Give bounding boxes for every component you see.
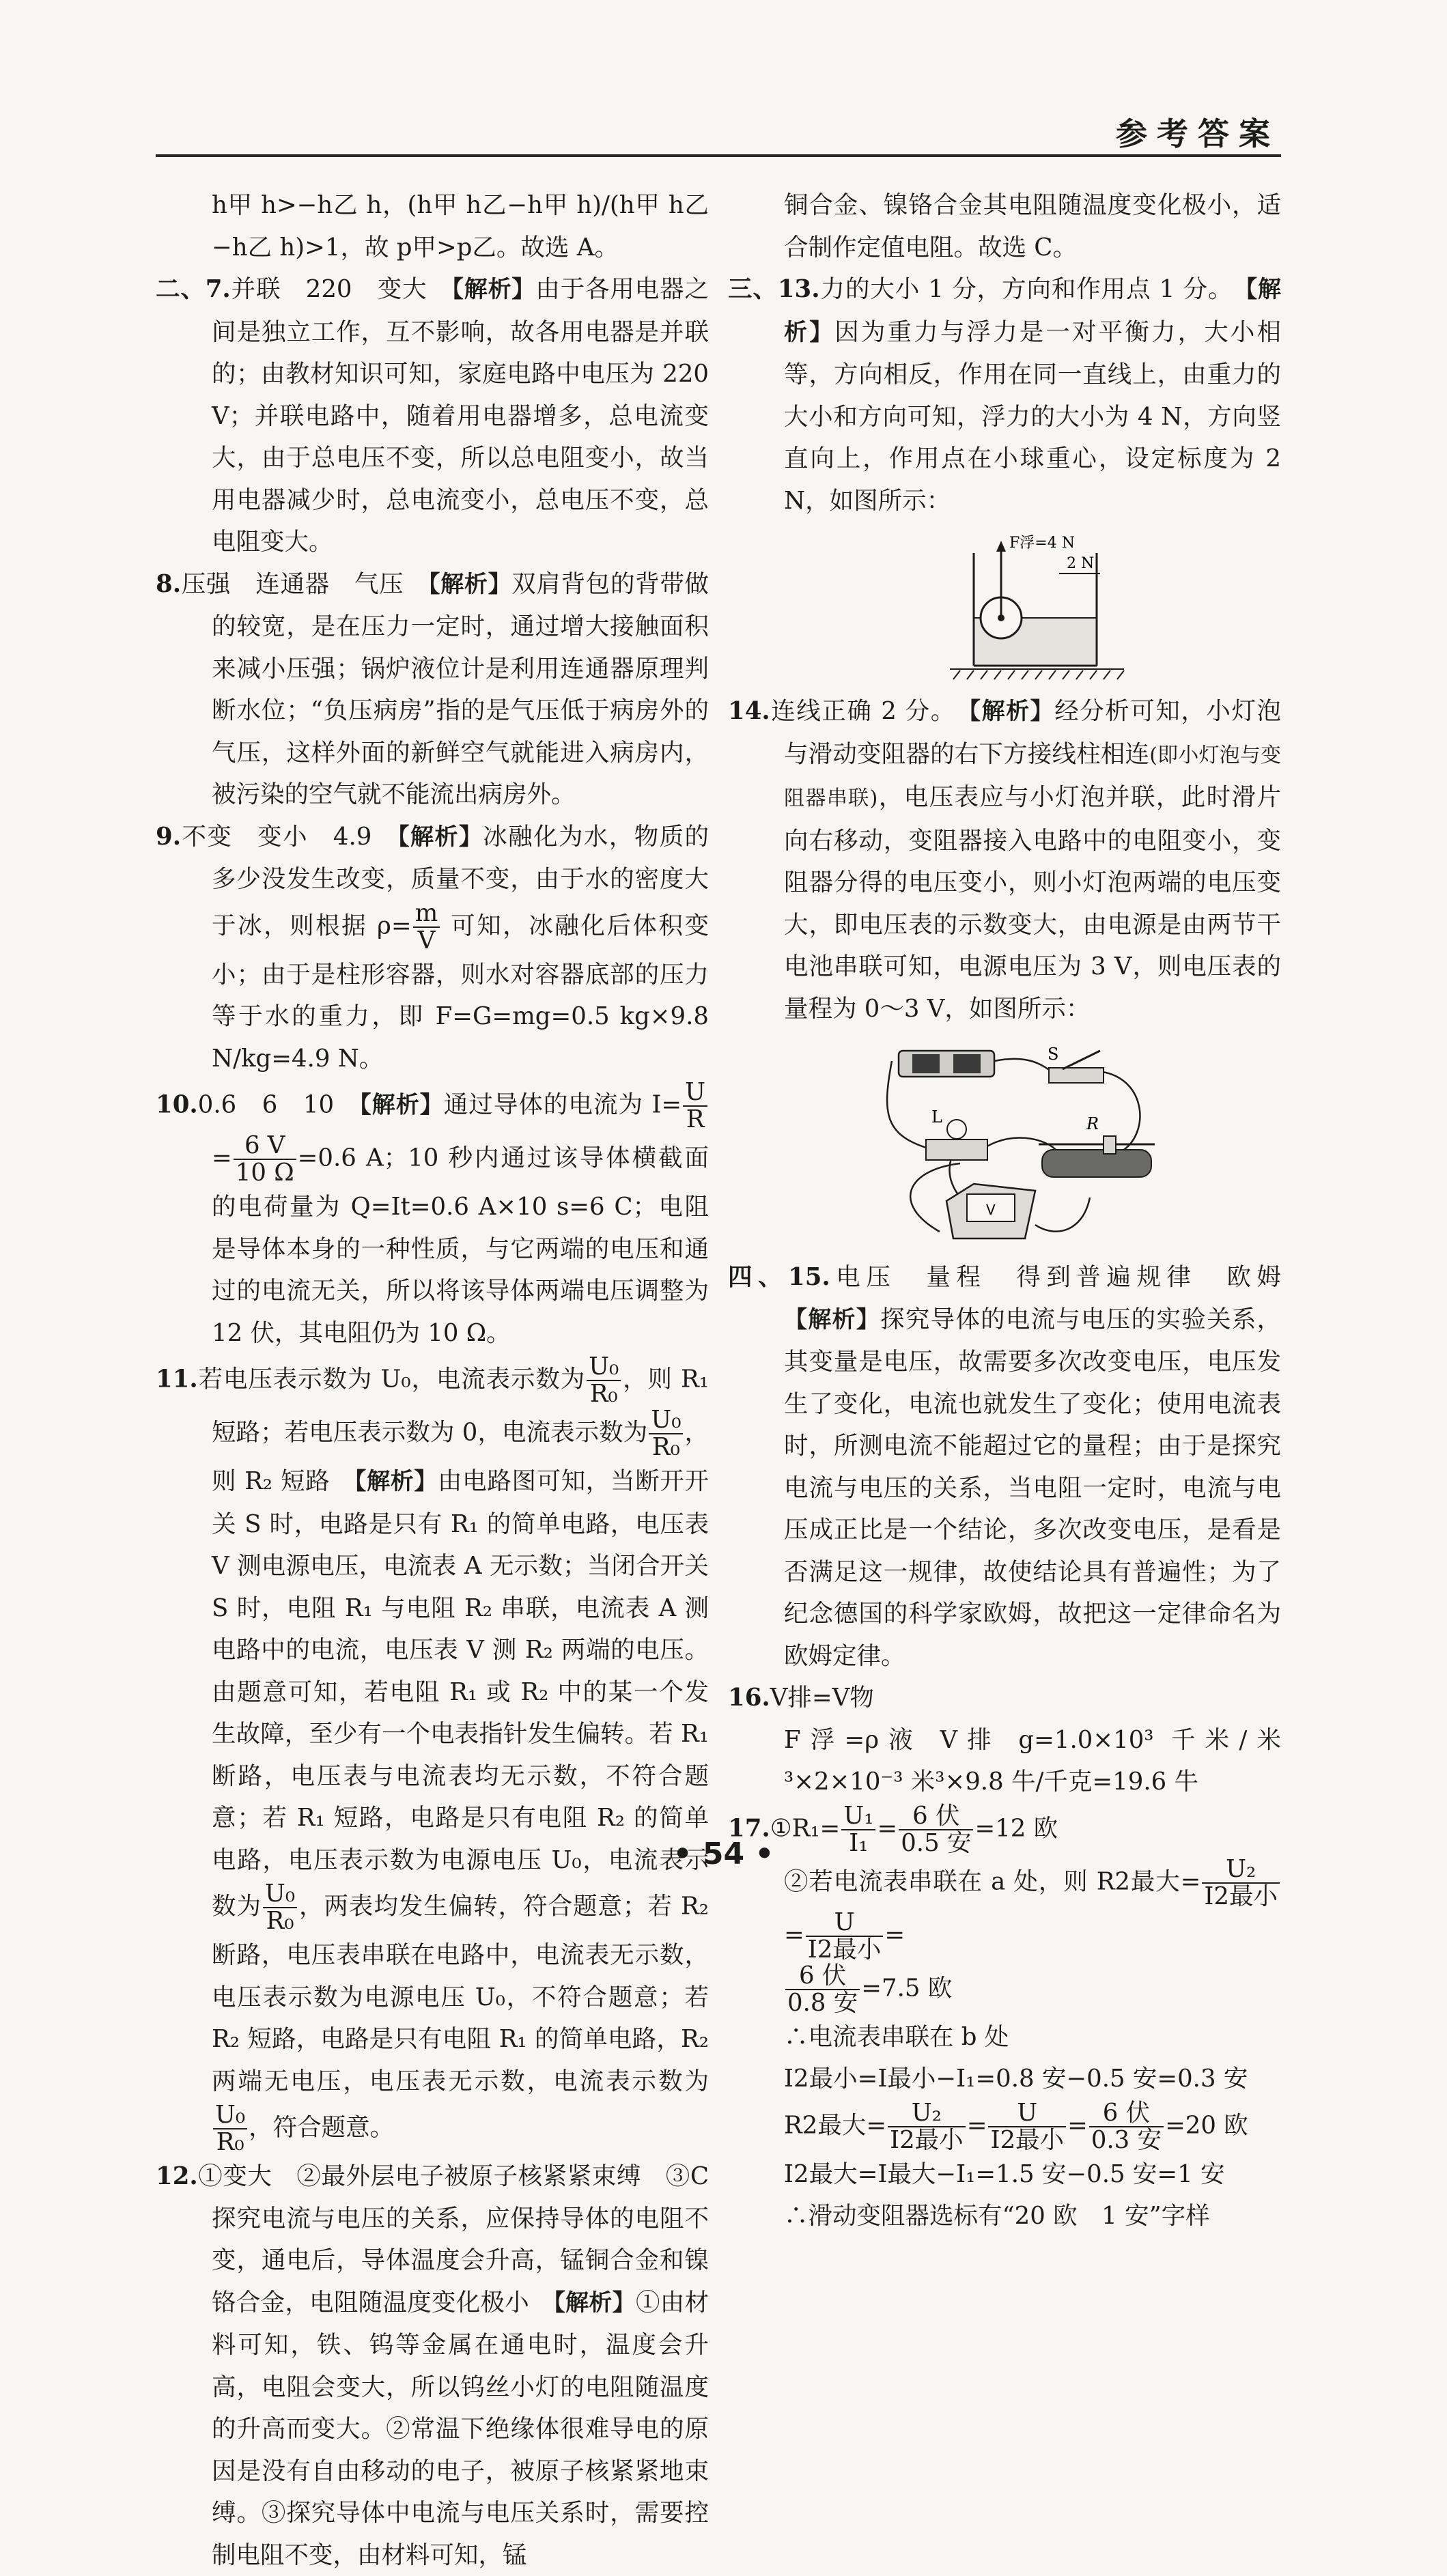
answer-q15 — [728, 1256, 1306, 1677]
q16-number: 16. — [728, 1684, 770, 1712]
q12-analysis: ①由材料可知，铁、钨等金属在通电时，温度会升高，电阻会变大，所以钨丝小灯的电阻随温度的升高而变大。②常温下绝缘体很难导电的原因是没有自由移动的电子，被原子核紧紧地束缚。③探究导体中电流与电压关系时，需要控制电阻不变，由材料可知，锰 — [212, 2288, 709, 2569]
right-column — [728, 184, 1306, 2237]
q10-analysis-a: 通过导体的电流为 I= — [443, 1090, 682, 1119]
voltmeter-label: V — [986, 1202, 996, 1218]
q8-number: 8. — [156, 569, 182, 598]
q7-analysis: 由于各用电器之间是独立工作，互不影响，故各用电器是并联的；由教材知识可知，家庭电路中电压为 220 V；并联电路中，随着用电器增多，总电流变大，由于总电压不变，所以总电阻变小，故当用电器减少时，总电流变小，总电压不变，总电阻变大。 — [212, 275, 710, 556]
ground-hatch — [950, 669, 1124, 679]
q14-analysis-tag: 【解析】 — [969, 698, 1055, 725]
q14-note: (即小灯泡与变阻器串联) — [784, 743, 1281, 810]
q12-answer: ①变大 ②最外层电子被原子核紧紧束缚 ③C 探究电流与电压的关系，应保持导体的电阻不变，通电后，导体温度会升高，锰铜合金和镍铬合金，电阻随温度变化极小 — [197, 2162, 733, 2317]
q11-fraction-3: $\frac{\text{U₀}}{\text{R₀}}$ — [263, 1881, 297, 1934]
q11-fraction-2: $\frac{\text{U₀}}{\text{R₀}}$ — [649, 1407, 683, 1460]
q11-fraction-1: $\frac{\text{U₀}}{\text{R₀}}$ — [587, 1354, 621, 1407]
arrow-head — [996, 541, 1006, 552]
q9-analysis-a: 冰融化为水，物质的多少没发生改变，质量不变，由于水的密度大于冰，则根据 ρ= — [212, 822, 710, 939]
q12-number: 12. — [156, 2162, 198, 2190]
q8-analysis: 双肩背包的背带做的较宽，是在压力一定时，通过增大接触面积来减小压强；锅炉液位计是利用连通器原理判断水位；“负压病房”指的是气压低于病房外的气压，这样外面的新鲜空气就能进入病房内，被污染的空气就不能流出病房外。 — [212, 569, 709, 808]
buoyancy-diagram — [946, 526, 1138, 686]
q13-analysis-tag: 【解析】 — [784, 276, 1282, 346]
answer-q16: 16.V排=V物 F浮=ρ液 V排 g=1.0×10³ 千米/米³×2×10⁻³ 米³×9.8 牛/千克=19.6 牛 — [728, 1684, 1281, 1796]
rheostat-label: R — [1086, 1114, 1099, 1133]
lamp-label: L — [931, 1107, 942, 1127]
answer-q12 — [156, 2155, 733, 2576]
q15-number: 四、15. — [728, 1263, 830, 1291]
answer-q8 — [156, 563, 709, 816]
q8-analysis-tag: 【解析】 — [428, 570, 512, 598]
rheostat[interactable] — [1039, 1136, 1155, 1177]
force-label: F浮=4 N — [1009, 535, 1075, 552]
q9-density-fraction: $\frac{m}{V}$ — [413, 901, 440, 954]
q12-analysis-tag: 【解析】 — [553, 2289, 636, 2317]
answer-q14: 14.连线正确 2 分。 【解析】经分析可知，小灯泡与滑动变阻器的右下方接线柱相连(即小灯泡与变阻器串联)，电压表应与小灯泡并联，此时滑片向右移动，变阻器接入电路中的电阻变小，变阻器分得的电压变小，则小灯泡两端的电压变大，即电压表的示数变大，由电源是由两节干电池串联可知，电源电压为 3 V，则电压表的量程为 0～3 V，如图所示： — [728, 697, 1281, 1023]
q7-number: 二、7. — [156, 275, 231, 303]
q13-number: 三、13. — [728, 275, 820, 303]
q10-value-fraction: $\frac{6 V}{10 \Omega}$ — [234, 1133, 296, 1186]
page-header-title: 参考答案 — [1116, 115, 1280, 152]
battery-pack — [899, 1051, 994, 1077]
q10-analysis-b: =0.6 A；10 秒内通过该导体横截面的电荷量为 Q=It=0.6 A×10 s=6 C；电阻是导体本身的一种性质，与它两端的电压和通过的电流无关，所以将该导体两端电压调整为 12 伏，其电阻仍为 10 Ω。 — [212, 1144, 709, 1347]
q12-continuation: 铜合金、镍铬合金其电阻随温度变化极小，适合制作定值电阻。故选 C。 — [784, 191, 1281, 261]
answer-q11: 11.若电压表示数为 U₀，电流表示数为 $\frac{\text{U₀}}{\text{R₀}}$ ，则 R₁ 短路；若电压表示数为 0，电流表示数为 $\frac{\text{U₀}}{\text{R₀}}$ ，则 R₂ 短路 【解析】由电路图可知，当断开开关 S 时，电路是只有 R₁ 的简单电路，电压表 V 测电源电压，电流表 A 无示数；当闭合开关 S 时，电阻 R₁ 与电阻 R₂ 串联，电流表 A 测电路中的电流，电压表 V 测 R₂ 两端的电压。由题意可知，若电阻 R₁ 或 R₂ 中的某一个发生故障，至少有一个电表指针发生偏转。若 R₁ 断路，电压表与电流表均无示数，不符合题意；若 R₁ 短路，电路是只有电阻 R₂ 的简单电路，电压表示数为电源电压 U₀，电流表示数为 $\frac{\text{U₀}}{\text{R₀}}$ ，两表均发生偏转，符合题意；若 R₂ 断路，电压表串联在电路中，电流表无示数，电压表示数为电源电压 U₀，不符合题意；若 R₂ 短路，电路是只有电阻 R₁ 的简单电路，R₂ 两端无电压，电压表无示数，电流表示数为 $\frac{\text{U₀}}{\text{R₀}}$ ，符合题意。 — [156, 1353, 709, 2156]
q10-number: 10. — [156, 1090, 198, 1119]
q9-number: 9. — [156, 822, 182, 851]
answer-q13 — [728, 268, 1281, 522]
q7-answer: 并联 220 变大 — [230, 275, 452, 303]
scale-label: 2 N — [1067, 555, 1095, 572]
q6-continuation: h甲 h>−h乙 h，(h甲 h乙−h甲 h)/(h甲 h乙−h乙 h)>1，故 p甲>p乙。故选 A。 — [212, 191, 709, 261]
q9-analysis-b: 可知，冰融化后体积变小；由于是柱形容器，则水对容器底部的压力等于水的重力，即 F=G=mg=0.5 kg×9.8 N/kg=4.9 N。 — [212, 911, 709, 1073]
q9-analysis-tag: 【解析】 — [397, 823, 483, 851]
page-number: • 54 • — [673, 1837, 774, 1871]
circuit-diagram — [878, 1034, 1165, 1252]
switch-label: S — [1048, 1045, 1059, 1064]
answer-q9 — [156, 816, 709, 1080]
answer-q7 — [156, 268, 709, 563]
q15-analysis-tag: 【解析】 — [784, 1305, 881, 1333]
q15-analysis: 探究导体的电流与电压的实验关系，其变量是电压，故需要多次改变电压，电压发生了变化，电流也就发生了变化；使用电流表时，所测电流不能超过它的量程；由于是探究电流与电压的关系，当电阻一定时，电流与电压成正比是一个结论，多次改变电压，是看是否满足这一规律，故使结论具有普遍性；为了纪念德国的科学家欧姆，故把这一定律命名为欧姆定律。 — [784, 1305, 1281, 1670]
q11-fraction-4: $\frac{\text{U₀}}{\text{R₀}}$ — [213, 2102, 247, 2155]
q11-number: 11. — [156, 1365, 198, 1393]
q10-analysis-tag: 【解析】 — [359, 1091, 444, 1119]
q13-answer: 力的大小 1 分，方向和作用点 1 分。 — [819, 275, 1246, 303]
q13-analysis: 因为重力与浮力是一对平衡力，大小相等，方向相反，作用在同一直线上，由重力的大小和方向可知，浮力的大小为 4 N，方向竖直向上，作用点在小球重心，设定标度为 2 N，如图所示： — [784, 317, 1281, 515]
header-rule — [156, 154, 1281, 157]
q17-number: 17. — [728, 1814, 770, 1842]
q14-number: 14. — [728, 697, 770, 725]
q10-ohm-fraction: $\frac{U}{R}$ — [683, 1079, 707, 1133]
answer-q10: 10.0.6 6 10 【解析】通过导体的电流为 I= $\frac{U}{R}$ = $\frac{6 V}{10 \Omega}$ =0.6 A；10 秒内通过该导体横截面的电荷量为 Q=It=0.6 A×10 s=6 C；电阻是导体本身的一种性质，与它两端的电压和通过的电流无关，所以将该导体两端电压调整为 12 伏，其电阻仍为 10 Ω。 — [156, 1078, 709, 1347]
q9-answer: 不变 变小 4.9 — [181, 822, 398, 851]
q8-answer: 压强 连通器 气压 — [181, 569, 429, 598]
q10-answer: 0.6 6 10 — [197, 1090, 360, 1119]
q11-analysis-tag: 【解析】 — [354, 1468, 438, 1495]
q14-answer: 连线正确 2 分。 — [770, 697, 970, 725]
answer-q17: 17.①R₁= $\frac{\text{U₁}}{\text{I₁}}$ = $\frac{\text{6 伏}}{\text{0.5 安}}$ =12 欧 ②若电流表串联在 a 处，则 R2最大= $\frac{\text{U₂}}{\text{I2最小}}$ = $\frac{U}{\text{I2最小}}$ = $\frac{\text{6 伏}}{\text{0.8 安}}$ =7.5 欧 ∴电流表串联在 b 处 I2最小=I最小−I₁=0.8 安−0.5 安=0.3 安 R2最大= $\frac{\text{U₂}}{\text{I2最小}}$ = $\frac{U}{\text{I2最小}}$ = $\frac{\text{6 伏}}{\text{0.3 安}}$ =20 欧 I2最大=I最大−I₁=1.5 安−0.5 安=1 安 ∴滑动变阻器选标有“20 欧 1 安”字样 — [728, 1803, 1281, 2237]
q7-analysis-tag: 【解析】 — [451, 276, 536, 303]
q15-answer: 电压 量程 得到普遍规律 欧姆 — [830, 1263, 1306, 1291]
